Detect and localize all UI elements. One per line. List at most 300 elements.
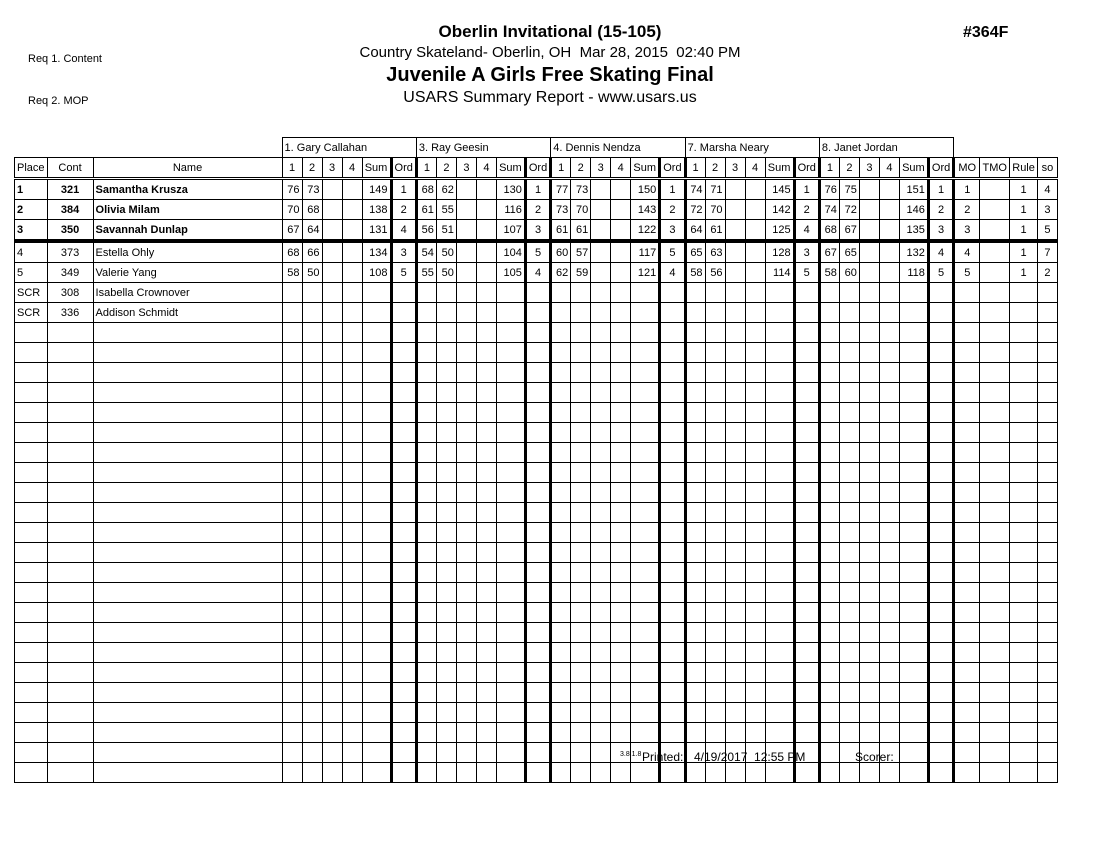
cell-score [436, 383, 456, 403]
cell-sum [899, 503, 928, 523]
cell-score [571, 623, 591, 643]
cell-score: 72 [839, 200, 859, 220]
cell-sum [362, 543, 391, 563]
result-row [15, 220, 1058, 242]
cell-score [591, 323, 611, 343]
cell-sum: 117 [631, 241, 660, 263]
cell-contestant-number [47, 623, 93, 643]
cell-score [725, 463, 745, 483]
cell-ord [794, 523, 819, 543]
cell-score [879, 463, 899, 483]
cell-sum [496, 543, 525, 563]
cell-place [15, 703, 48, 723]
cell-sum [362, 383, 391, 403]
empty-row [15, 603, 1058, 623]
cell-score [342, 523, 362, 543]
cell-mo [954, 343, 980, 363]
cell-mo: 4 [954, 241, 980, 263]
cell-score [436, 303, 456, 323]
cell-sum [362, 343, 391, 363]
cell-score [859, 283, 879, 303]
cell-score [416, 303, 436, 323]
cell-sum [631, 363, 660, 383]
cell-score [879, 563, 899, 583]
cell-sum [899, 723, 928, 743]
cell-sum [496, 283, 525, 303]
cell-score [685, 363, 705, 383]
cell-score [725, 263, 745, 283]
cell-score: 62 [436, 179, 456, 200]
cell-score [551, 323, 571, 343]
cell-score [725, 220, 745, 242]
cell-score [839, 643, 859, 663]
cell-score [551, 583, 571, 603]
cell-score [476, 241, 496, 263]
cell-ord [928, 563, 953, 583]
cell-score [745, 263, 765, 283]
cell-contestant-number: 350 [47, 220, 93, 242]
cell-score [611, 179, 631, 200]
cell-ord [660, 603, 685, 623]
cell-sum: 138 [362, 200, 391, 220]
cell-score: 51 [436, 220, 456, 242]
cell-score [879, 200, 899, 220]
cell-score [705, 383, 725, 403]
cell-score [745, 383, 765, 403]
cell-rule [1010, 603, 1038, 623]
cell-so [1037, 623, 1057, 643]
cell-score [819, 523, 839, 543]
cell-score [611, 220, 631, 242]
cell-mo [954, 283, 980, 303]
empty-row [15, 343, 1058, 363]
cell-sum [765, 563, 794, 583]
col-header-score: 2 [839, 158, 859, 179]
cell-score [725, 423, 745, 443]
cell-score [879, 220, 899, 242]
cell-score [611, 403, 631, 423]
cell-score [282, 383, 302, 403]
cell-score [879, 241, 899, 263]
cell-contestant-number [47, 343, 93, 363]
cell-score [819, 383, 839, 403]
cell-rule: 1 [1010, 179, 1038, 200]
cell-skater-name [93, 483, 282, 503]
cell-score [282, 323, 302, 343]
cell-score [879, 503, 899, 523]
cell-score [611, 241, 631, 263]
cell-score [859, 483, 879, 503]
cell-so [1037, 303, 1057, 323]
cell-score [436, 643, 456, 663]
cell-ord [794, 483, 819, 503]
cell-score [342, 483, 362, 503]
cell-mo [954, 303, 980, 323]
cell-ord [391, 483, 416, 503]
cell-ord [794, 583, 819, 603]
cell-ord [660, 283, 685, 303]
cell-score [282, 343, 302, 363]
cell-so [1037, 423, 1057, 443]
cell-sum [496, 423, 525, 443]
cell-score [571, 583, 591, 603]
cell-score [282, 423, 302, 443]
cell-sum: 105 [496, 263, 525, 283]
cell-score [819, 503, 839, 523]
cell-mo [954, 663, 980, 683]
cell-place [15, 683, 48, 703]
cell-rule [1010, 403, 1038, 423]
cell-score [302, 663, 322, 683]
cell-score [476, 503, 496, 523]
cell-sum [362, 663, 391, 683]
cell-score [436, 283, 456, 303]
cell-score [859, 241, 879, 263]
cell-score [859, 723, 879, 743]
cell-score [416, 383, 436, 403]
judge-header-row [15, 138, 1058, 158]
cell-score [725, 663, 745, 683]
cell-ord [525, 623, 550, 643]
cell-ord [391, 683, 416, 703]
cell-sum [765, 703, 794, 723]
cell-score [859, 363, 879, 383]
cell-ord: 1 [391, 179, 416, 200]
cell-sum [899, 363, 928, 383]
cell-sum [631, 443, 660, 463]
cell-place [15, 423, 48, 443]
cell-sum: 150 [631, 179, 660, 200]
cell-score [725, 283, 745, 303]
cell-score [302, 483, 322, 503]
cell-so [1037, 723, 1057, 743]
cell-sum [496, 583, 525, 603]
cell-score [591, 543, 611, 563]
cell-score [705, 503, 725, 523]
cell-ord [525, 503, 550, 523]
cell-sum [362, 583, 391, 603]
cell-score [571, 343, 591, 363]
cell-score [476, 603, 496, 623]
cell-ord [660, 443, 685, 463]
cell-score: 59 [571, 263, 591, 283]
scorer-label: Scorer: [855, 750, 894, 764]
cell-score [879, 303, 899, 323]
col-header-ord: Ord [928, 158, 953, 179]
cell-score [839, 583, 859, 603]
result-row [15, 241, 1058, 263]
cell-score [551, 603, 571, 623]
cell-contestant-number: 373 [47, 241, 93, 263]
cell-score: 55 [436, 200, 456, 220]
cell-score [282, 563, 302, 583]
cell-score [705, 683, 725, 703]
cell-ord [391, 563, 416, 583]
cell-score [745, 303, 765, 323]
cell-so [1037, 663, 1057, 683]
cell-score [685, 683, 705, 703]
cell-sum [765, 583, 794, 603]
cell-score [725, 643, 745, 663]
cell-tmo [980, 683, 1010, 703]
cell-ord [660, 463, 685, 483]
cell-mo: 1 [954, 179, 980, 200]
cell-score [416, 483, 436, 503]
cell-ord [525, 443, 550, 463]
cell-mo: 5 [954, 263, 980, 283]
cell-score [859, 323, 879, 343]
cell-so: 2 [1037, 263, 1057, 283]
cell-skater-name [93, 343, 282, 363]
cell-score [551, 623, 571, 643]
cell-contestant-number [47, 603, 93, 623]
cell-score [571, 323, 591, 343]
cell-sum: 125 [765, 220, 794, 242]
empty-row [15, 703, 1058, 723]
cell-score [571, 563, 591, 583]
cell-ord [794, 603, 819, 623]
cell-score [611, 423, 631, 443]
cell-skater-name [93, 683, 282, 703]
col-header-sum: Sum [631, 158, 660, 179]
cell-score [859, 179, 879, 200]
cell-ord [794, 283, 819, 303]
cell-score [476, 283, 496, 303]
cell-score [302, 543, 322, 563]
cell-skater-name [93, 363, 282, 383]
cell-score [342, 383, 362, 403]
cell-sum [631, 383, 660, 403]
cell-sum [362, 503, 391, 523]
cell-score [342, 463, 362, 483]
cell-tmo [980, 220, 1010, 242]
cell-score [302, 283, 322, 303]
cell-tmo [980, 179, 1010, 200]
cell-score [591, 603, 611, 623]
cell-contestant-number [47, 483, 93, 503]
cell-score [571, 503, 591, 523]
empty-row [15, 623, 1058, 643]
cell-mo [954, 423, 980, 443]
cell-ord [525, 423, 550, 443]
cell-sum [631, 423, 660, 443]
cell-so [1037, 503, 1057, 523]
cell-score: 64 [685, 220, 705, 242]
cell-score [839, 303, 859, 323]
result-row [15, 283, 1058, 303]
cell-sum: 121 [631, 263, 660, 283]
cell-score [416, 363, 436, 383]
cell-mo [954, 443, 980, 463]
cell-rule [1010, 383, 1038, 403]
cell-place [15, 343, 48, 363]
cell-score [476, 683, 496, 703]
cell-sum: 134 [362, 241, 391, 263]
cell-score [322, 503, 342, 523]
cell-score [342, 323, 362, 343]
cell-score: 74 [685, 179, 705, 200]
cell-score [745, 483, 765, 503]
cell-score [436, 603, 456, 623]
cell-ord [525, 323, 550, 343]
result-row [15, 303, 1058, 323]
cell-score [705, 703, 725, 723]
cell-ord [391, 543, 416, 563]
cell-score [819, 403, 839, 423]
cell-ord [794, 643, 819, 663]
cell-score: 61 [705, 220, 725, 242]
cell-score [705, 363, 725, 383]
cell-score [322, 383, 342, 403]
cell-score [476, 463, 496, 483]
cell-score [819, 563, 839, 583]
empty-row [15, 383, 1058, 403]
cell-ord [928, 423, 953, 443]
cell-score [551, 483, 571, 503]
cell-ord [794, 303, 819, 323]
cell-sum [765, 283, 794, 303]
cell-score [879, 263, 899, 283]
cell-contestant-number [47, 363, 93, 383]
cell-score [456, 383, 476, 403]
print-footer [14, 748, 1054, 768]
cell-score [456, 663, 476, 683]
column-header-row [15, 158, 1058, 179]
cell-score [685, 463, 705, 483]
cell-ord: 1 [660, 179, 685, 200]
cell-sum [362, 363, 391, 383]
cell-skater-name: Addison Schmidt [93, 303, 282, 323]
cell-score [551, 343, 571, 363]
cell-place [15, 523, 48, 543]
cell-score [591, 463, 611, 483]
header-spacer-right [954, 138, 1058, 158]
cell-place [15, 663, 48, 683]
cell-score [322, 703, 342, 723]
cell-score [302, 583, 322, 603]
col-header-so: so [1037, 158, 1057, 179]
cell-score [859, 603, 879, 623]
cell-score [611, 363, 631, 383]
competition-title: Oberlin Invitational (15-105) [438, 22, 662, 41]
cell-score: 68 [282, 241, 302, 263]
cell-score [282, 503, 302, 523]
cell-ord [391, 383, 416, 403]
cell-score [302, 503, 322, 523]
cell-sum [899, 423, 928, 443]
cell-sum [496, 403, 525, 423]
cell-score [551, 383, 571, 403]
cell-score [745, 423, 765, 443]
cell-score [685, 703, 705, 723]
cell-score [456, 241, 476, 263]
judge-name-header: 1. Gary Callahan [282, 138, 416, 158]
cell-score [611, 483, 631, 503]
cell-score [436, 343, 456, 363]
cell-contestant-number: 384 [47, 200, 93, 220]
col-header-sum: Sum [765, 158, 794, 179]
cell-ord [928, 463, 953, 483]
cell-sum [496, 463, 525, 483]
cell-score [879, 603, 899, 623]
cell-ord [391, 503, 416, 523]
cell-score [456, 303, 476, 323]
judge-name-header: 7. Marsha Neary [685, 138, 819, 158]
cell-score [282, 463, 302, 483]
cell-sum [765, 443, 794, 463]
cell-sum: 107 [496, 220, 525, 242]
cell-contestant-number [47, 423, 93, 443]
cell-skater-name [93, 723, 282, 743]
cell-score [725, 303, 745, 323]
cell-so: 5 [1037, 220, 1057, 242]
cell-contestant-number [47, 503, 93, 523]
cell-score [725, 241, 745, 263]
cell-score [416, 403, 436, 423]
col-header-sum: Sum [496, 158, 525, 179]
cell-score [591, 220, 611, 242]
cell-score [551, 543, 571, 563]
cell-contestant-number: 336 [47, 303, 93, 323]
cell-score: 61 [571, 220, 591, 242]
cell-ord: 5 [525, 241, 550, 263]
cell-score [342, 663, 362, 683]
cell-score [322, 283, 342, 303]
cell-score [591, 403, 611, 423]
cell-score [725, 543, 745, 563]
cell-ord [794, 423, 819, 443]
cell-score [819, 663, 839, 683]
cell-score [859, 263, 879, 283]
cell-score [416, 503, 436, 523]
cell-score [551, 663, 571, 683]
cell-score [456, 703, 476, 723]
cell-score [705, 663, 725, 683]
cell-ord [928, 323, 953, 343]
cell-score [745, 543, 765, 563]
cell-sum [899, 443, 928, 463]
cell-score [476, 623, 496, 643]
cell-score [416, 643, 436, 663]
cell-score: 66 [302, 241, 322, 263]
cell-contestant-number [47, 663, 93, 683]
cell-score [685, 723, 705, 743]
cell-skater-name [93, 463, 282, 483]
cell-score [416, 683, 436, 703]
cell-score [342, 703, 362, 723]
event-number: #364F [963, 24, 1009, 41]
cell-score [456, 483, 476, 503]
cell-score [879, 663, 899, 683]
cell-ord: 3 [391, 241, 416, 263]
cell-so [1037, 703, 1057, 723]
cell-score [282, 663, 302, 683]
cell-score [416, 543, 436, 563]
cell-score [476, 543, 496, 563]
cell-score [745, 663, 765, 683]
cell-mo [954, 543, 980, 563]
empty-row [15, 323, 1058, 343]
cell-score [322, 623, 342, 643]
cell-place [15, 603, 48, 623]
cell-score [685, 303, 705, 323]
cell-score [571, 483, 591, 503]
cell-ord [928, 683, 953, 703]
cell-tmo [980, 283, 1010, 303]
cell-place [15, 723, 48, 743]
cell-score [342, 503, 362, 523]
cell-sum [899, 343, 928, 363]
